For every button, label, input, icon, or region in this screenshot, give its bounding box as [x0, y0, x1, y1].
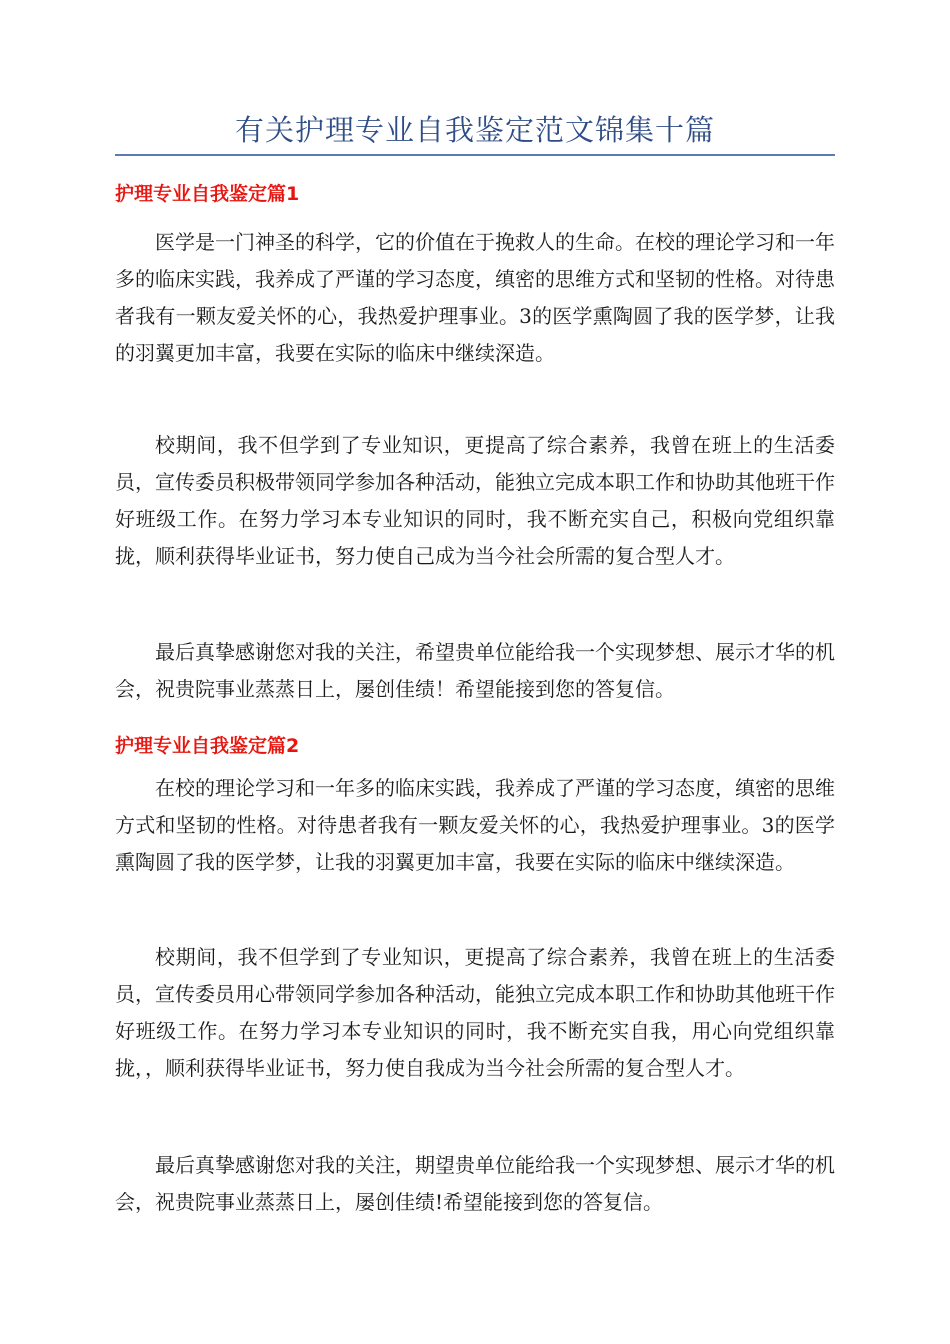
- section-heading-1: 护理专业自我鉴定篇1: [115, 183, 300, 205]
- section-1-paragraph-1: 医学是一门神圣的科学，它的价值在于挽救人的生命。在校的理论学习和一年多的临床实践，我养成了严谨的学习态度，缜密的思维方式和坚韧的性格。对待患者我有一颗友爱关怀的心，我热爱护理事业。3的医学熏陶圆了我的医学梦，让我的羽翼更加丰富，我要在实际的临床中继续深造。: [115, 230, 835, 365]
- section-1-paragraph-2: 校期间，我不但学到了专业知识，更提高了综合素养，我曾在班上的生活委员，宣传委员积极带领同学参加各种活动，能独立完成本职工作和协助其他班干作好班级工作。在努力学习本专业知识的同时，我不断充实自己，积极向党组织靠拢，顺利获得毕业证书，努力使自己成为当今社会所需的复合型人才。: [115, 433, 835, 568]
- section-2-paragraph-1: 在校的理论学习和一年多的临床实践，我养成了严谨的学习态度，缜密的思维方式和坚韧的性格。对待患者我有一颗友爱关怀的心，我热爱护理事业。3的医学熏陶圆了我的医学梦，让我的羽翼更加丰富，我要在实际的临床中继续深造。: [115, 776, 835, 874]
- section-2-paragraph-3: 最后真挚感谢您对我的关注，期望贵单位能给我一个实现梦想、展示才华的机会，祝贵院事业蒸蒸日上，屡创佳绩!希望能接到您的答复信。: [115, 1153, 835, 1214]
- title-underline: [115, 154, 835, 156]
- section-heading-2: 护理专业自我鉴定篇2: [115, 735, 300, 757]
- document-title: 有关护理专业自我鉴定范文锦集十篇: [234, 113, 715, 147]
- section-2-paragraph-2: 校期间，我不但学到了专业知识，更提高了综合素养，我曾在班上的生活委员，宣传委员用心带领同学参加各种活动，能独立完成本职工作和协助其他班干作好班级工作。在努力学习本专业知识的同时，我不断充实自我，用心向党组织靠拢，，顺利获得毕业证书，努力使自我成为当今社会所需的复合型人才。: [115, 945, 835, 1080]
- section-1-paragraph-3: 最后真挚感谢您对我的关注，希望贵单位能给我一个实现梦想、展示才华的机会，祝贵院事业蒸蒸日上，屡创佳绩！希望能接到您的答复信。: [115, 640, 835, 701]
